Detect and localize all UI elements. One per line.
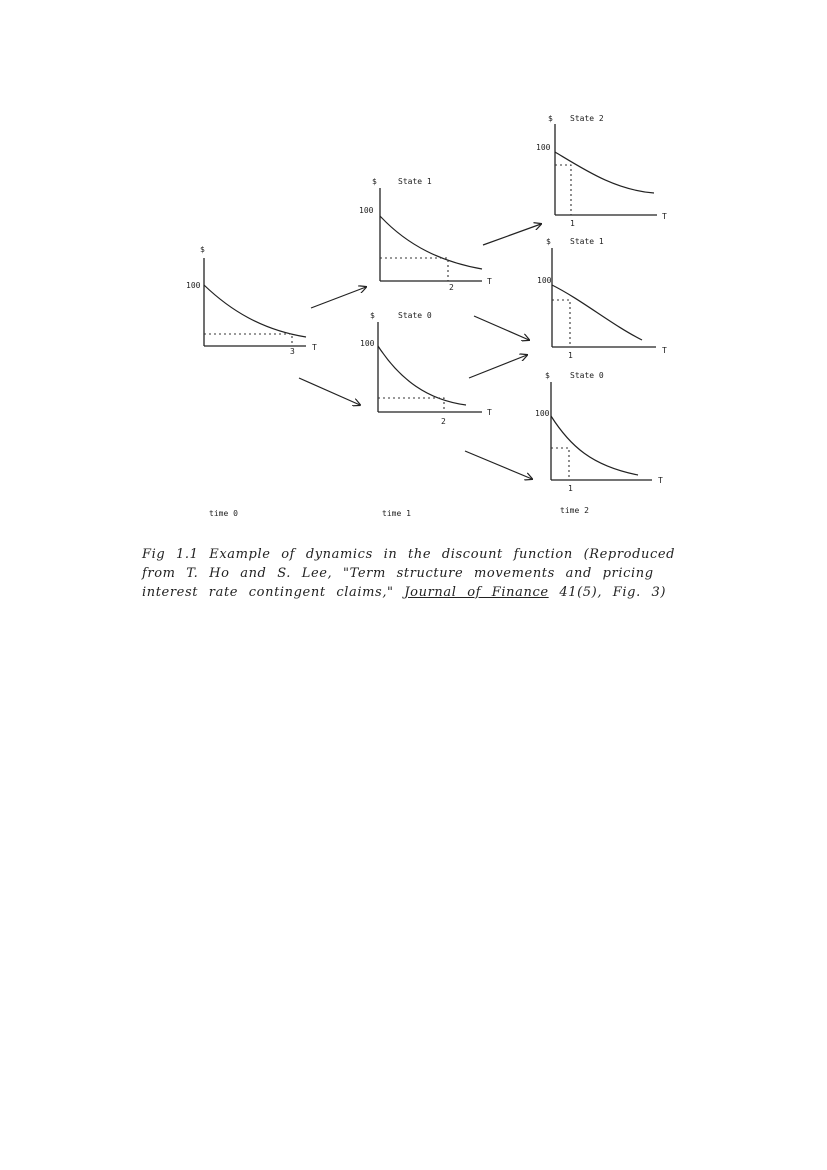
arrow-t0-to-state1 (311, 287, 366, 308)
state-label: State 0 (570, 371, 604, 380)
dashed-guide (551, 448, 569, 480)
par-value-label: 100 (536, 143, 551, 152)
state-label: State 1 (570, 237, 604, 246)
discount-curve (555, 152, 654, 193)
tick-label: 2 (449, 283, 454, 292)
par-value-label: 100 (359, 206, 374, 215)
dashed-guide (552, 300, 570, 347)
state-label: State 2 (570, 114, 604, 123)
panel-time1-state1 (359, 177, 492, 292)
panel-time0 (186, 245, 317, 356)
discount-curve (380, 216, 482, 269)
time-label-1: time 1 (382, 509, 411, 518)
arrow-state1-to-state2 (483, 224, 541, 245)
panel-time2-state2 (536, 114, 667, 228)
dollar-axis-label: $ (545, 371, 550, 380)
discount-curve (378, 346, 466, 405)
tick-label: 1 (570, 219, 575, 228)
maturity-axis-label: T (658, 476, 663, 485)
tick-label: 1 (568, 484, 573, 493)
panel-time2-state1 (537, 237, 667, 360)
panel-time2-state0 (535, 371, 663, 493)
caption-suffix: 41(5), Fig. 3) (548, 585, 667, 600)
tick-label: 3 (290, 347, 295, 356)
dollar-axis-label: $ (372, 177, 377, 186)
tick-label: 1 (568, 351, 573, 360)
arrow-state0-to-state0 (465, 451, 532, 479)
discount-curve (551, 416, 638, 475)
panel-time1-state0 (360, 311, 492, 426)
dollar-axis-label: $ (546, 237, 551, 246)
dashed-guide (378, 398, 444, 412)
par-value-label: 100 (537, 276, 552, 285)
dollar-axis-label: $ (370, 311, 375, 320)
arrow-t0-to-state0 (299, 378, 360, 405)
dashed-guide (380, 258, 448, 281)
state-label: State 1 (398, 177, 432, 186)
figure-caption (142, 545, 702, 602)
par-value-label: 100 (360, 339, 375, 348)
time-label-0: time 0 (209, 509, 238, 518)
maturity-axis-label: T (487, 277, 492, 286)
maturity-axis-label: T (662, 346, 667, 355)
dollar-axis-label: $ (548, 114, 553, 123)
caption-prefix: Fig 1.1 Example of dynamics in the discount function (Reproduced from T. Ho and S. Lee, "Term structure movements and pricing interest rate contingent claims," (142, 547, 676, 600)
maturity-axis-label: T (487, 408, 492, 417)
state-label: State 0 (398, 311, 432, 320)
discount-curve (204, 285, 306, 337)
dollar-axis-label: $ (200, 245, 205, 254)
dashed-guide (555, 165, 571, 215)
maturity-axis-label: T (662, 212, 667, 221)
arrow-state1-to-state1 (474, 316, 529, 340)
par-value-label: 100 (535, 409, 550, 418)
time-label-2: time 2 (560, 506, 589, 515)
dashed-guide (204, 334, 292, 346)
discount-curve (552, 285, 642, 340)
par-value-label: 100 (186, 281, 201, 290)
tick-label: 2 (441, 417, 446, 426)
journal-title: Journal of Finance (404, 585, 549, 600)
maturity-axis-label: T (312, 343, 317, 352)
arrow-state0-to-state1 (469, 355, 527, 378)
